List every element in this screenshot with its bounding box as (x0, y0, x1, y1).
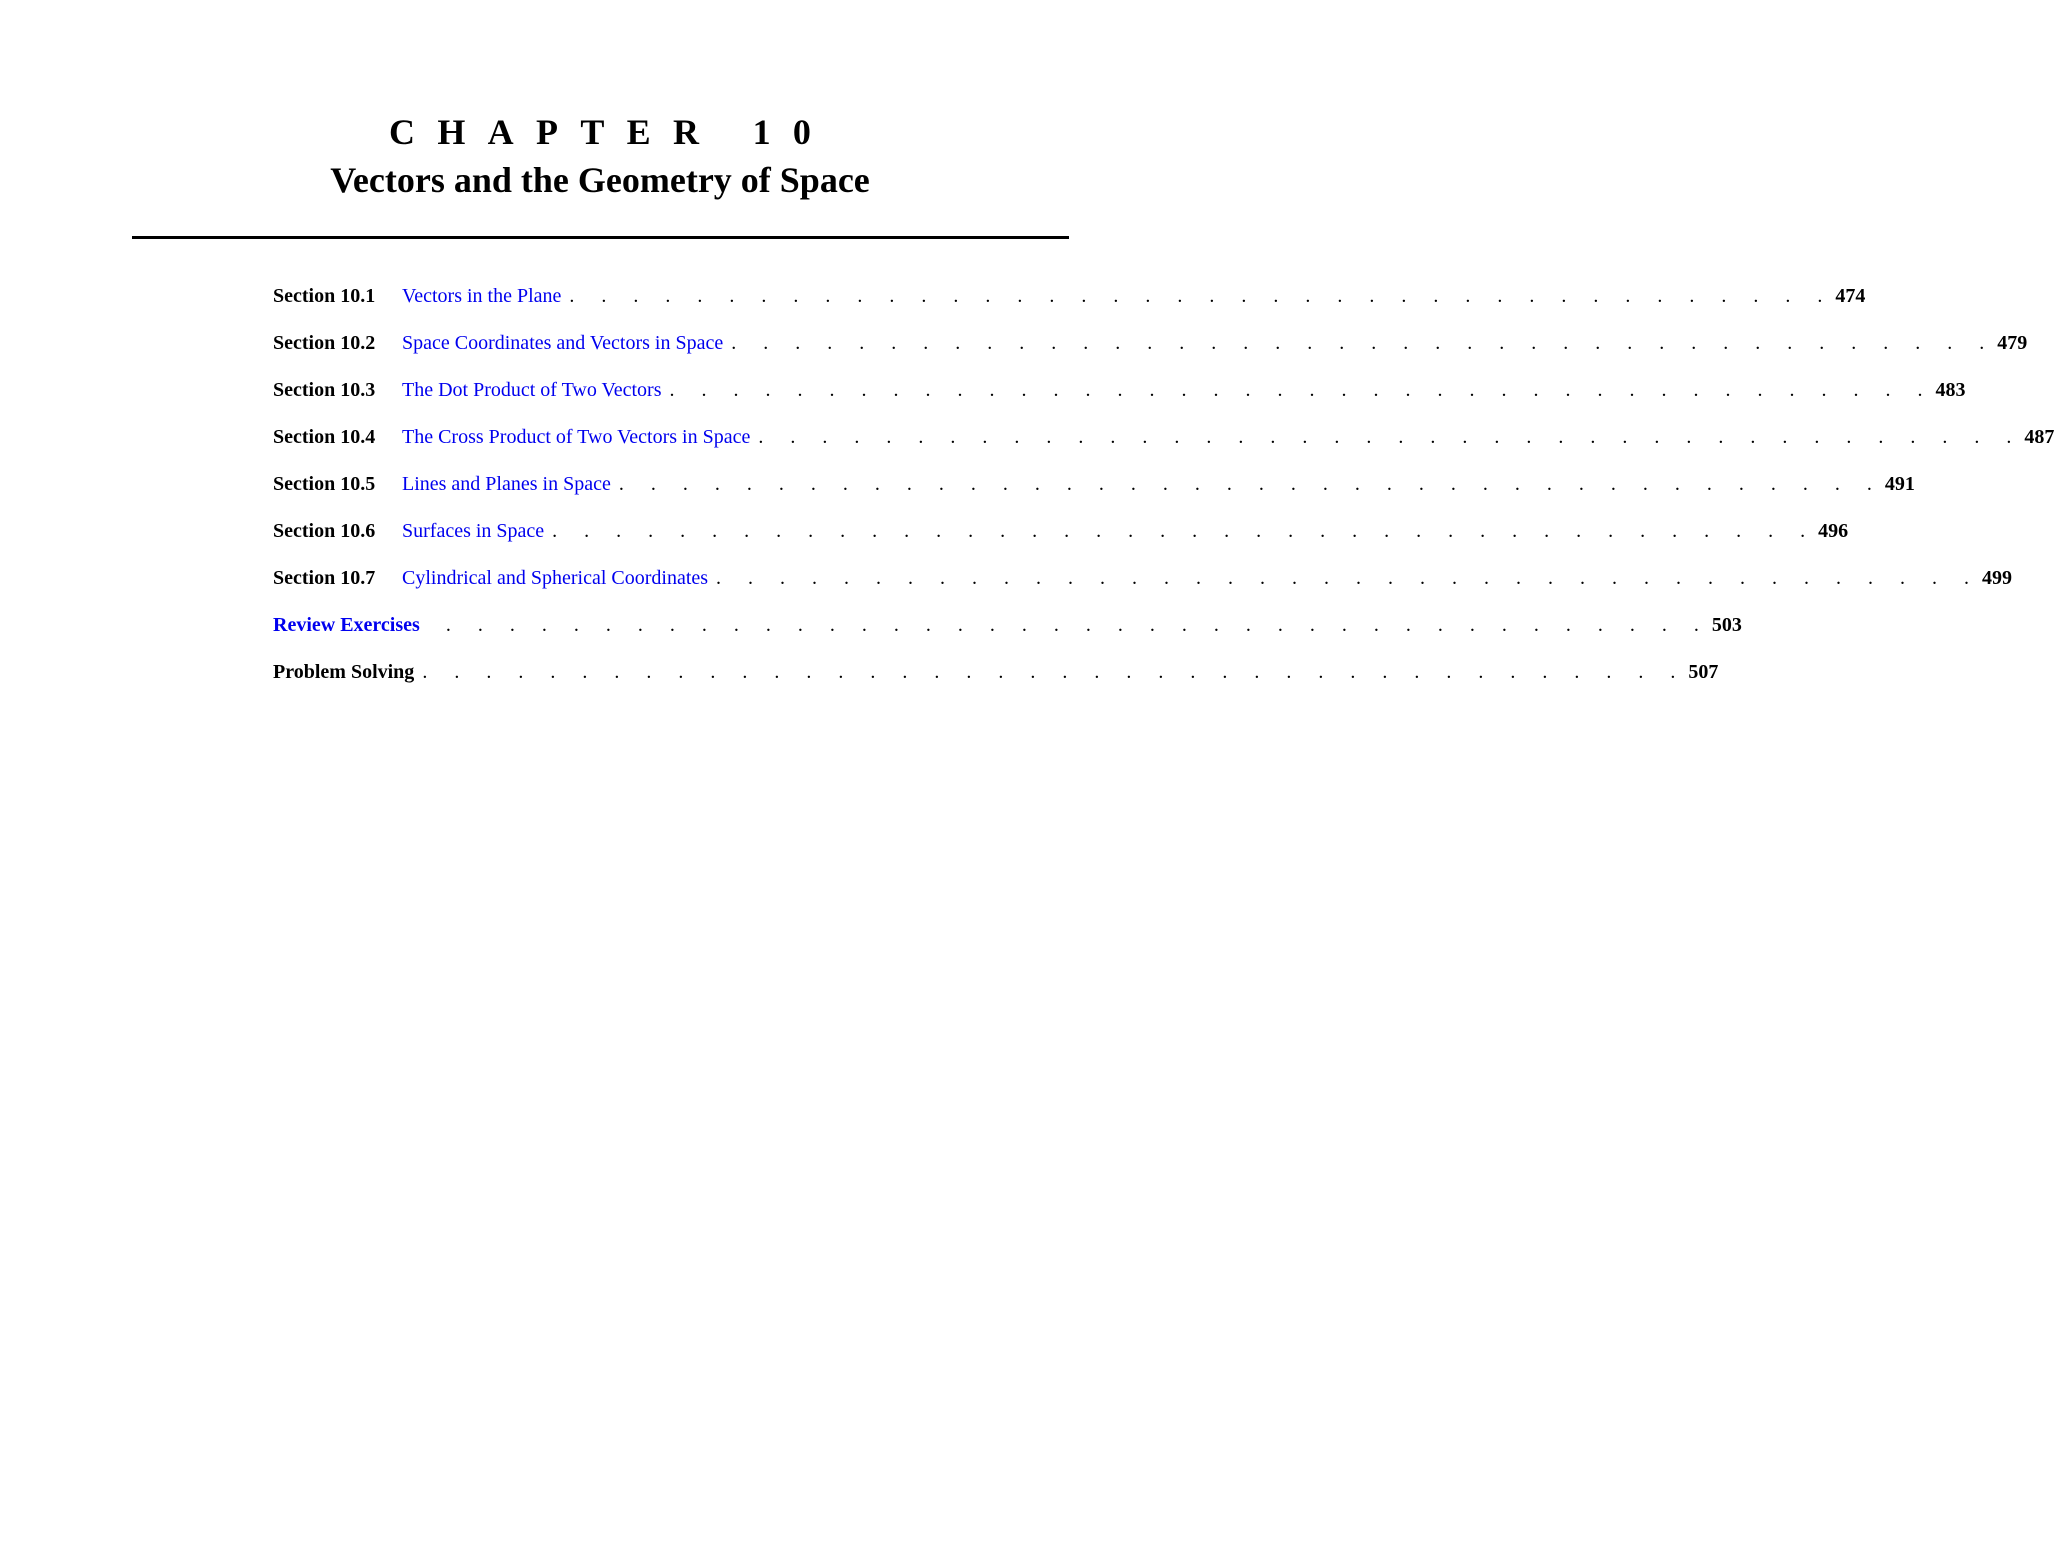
page-number: 491 (1884, 472, 1915, 495)
section-number: Section 10.5 (273, 472, 376, 495)
dot-leader: . . . . . . . . . . . . . . . . . . . . . . . . . . . . . . . . . . . . . . . . (758, 425, 2023, 448)
title-divider (132, 236, 1069, 239)
page-number: 499 (1982, 566, 2013, 589)
dot-leader: . . . . . . . . . . . . . . . . . . . . . . . . . . . . . . . . . . . . . . . . (569, 284, 1834, 307)
toc-entry-10-2 (273, 319, 2028, 366)
section-link[interactable]: The Cross Product of Two Vectors in Space (402, 425, 751, 448)
toc-entry-10-6 (273, 507, 1849, 554)
section-number: Section 10.7 (273, 566, 376, 589)
review-exercises-link[interactable]: Review Exercises (273, 613, 420, 636)
page-number: 479 (1997, 331, 2028, 354)
page-number: 503 (1711, 613, 1742, 636)
section-number: Section 10.4 (273, 425, 376, 448)
chapter-title: Vectors and the Geometry of Space (330, 160, 870, 200)
toc-entry-10-7 (273, 554, 2013, 601)
dot-leader: . . . . . . . . . . . . . . . . . . . . . . . . . . . . . . . . . . . . . . . . (716, 566, 1981, 589)
toc-entry-10-5 (273, 460, 1915, 507)
page-number: 507 (1688, 660, 1719, 683)
toc-entry-review-exercises (273, 601, 1742, 648)
page-number: 487 (2024, 425, 2054, 448)
section-number: Section 10.1 (273, 284, 376, 307)
section-link[interactable]: Vectors in the Plane (402, 284, 562, 307)
section-link[interactable]: Surfaces in Space (402, 519, 545, 542)
dot-leader: . . . . . . . . . . . . . . . . . . . . . . . . . . . . . . . . . . . . . . . . (731, 331, 1996, 354)
chapter-label: CHAPTER 10 (389, 112, 834, 152)
dot-leader: . . . . . . . . . . . . . . . . . . . . . . . . . . . . . . . . . . . . . . . . (445, 613, 1710, 636)
toc-entry-problem-solving (273, 648, 1719, 695)
section-link[interactable]: Cylindrical and Spherical Coordinates (402, 566, 709, 589)
toc-entry-10-3 (273, 366, 1966, 413)
section-number: Section 10.3 (273, 378, 376, 401)
page-number: 483 (1935, 378, 1966, 401)
problem-solving-label: Problem Solving (273, 660, 415, 683)
section-number: Section 10.6 (273, 519, 376, 542)
section-link[interactable]: Space Coordinates and Vectors in Space (402, 331, 724, 354)
section-link[interactable]: The Dot Product of Two Vectors (402, 378, 662, 401)
section-link[interactable]: Lines and Planes in Space (402, 472, 611, 495)
table-of-contents (273, 272, 2054, 695)
dot-leader: . . . . . . . . . . . . . . . . . . . . . . . . . . . . . . . . . . . . . . . . (552, 519, 1817, 542)
toc-entry-10-4 (273, 413, 2054, 460)
page-number: 496 (1818, 519, 1849, 542)
section-number: Section 10.2 (273, 331, 376, 354)
page-number: 474 (1835, 284, 1866, 307)
toc-entry-10-1 (273, 272, 1866, 319)
dot-leader: . . . . . . . . . . . . . . . . . . . . . . . . . . . . . . . . . . . . . . . . (618, 472, 1883, 495)
dot-leader: . . . . . . . . . . . . . . . . . . . . . . . . . . . . . . . . . . . . . . . . (669, 378, 1934, 401)
dot-leader: . . . . . . . . . . . . . . . . . . . . . . . . . . . . . . . . . . . . . . . . (422, 660, 1687, 683)
